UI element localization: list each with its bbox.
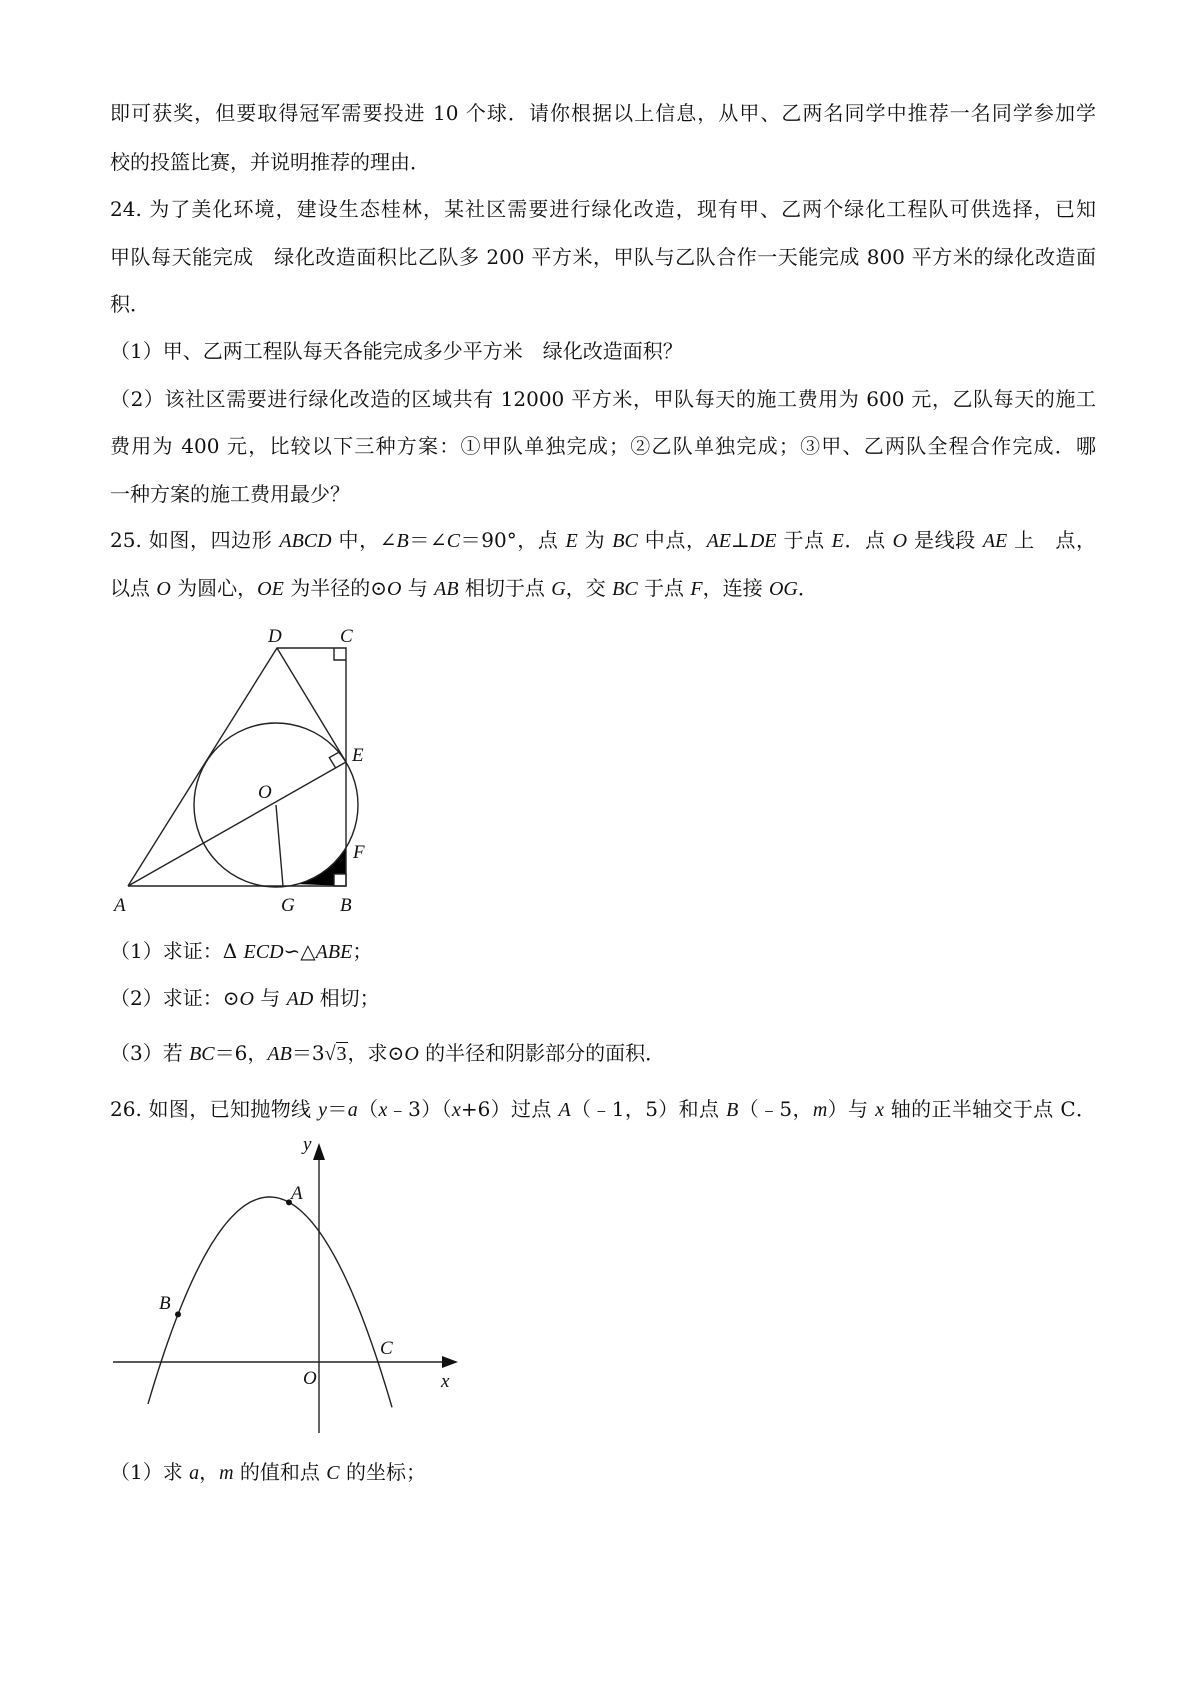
geometry-figure-25 — [128, 648, 358, 887]
text-segment: （1）求 — [110, 1460, 190, 1484]
x-axis-arrow — [442, 1356, 458, 1368]
math-variable: B — [396, 530, 409, 552]
math-variable: O — [892, 530, 908, 552]
figure2-labels — [159, 1134, 450, 1392]
label-c: C — [340, 626, 353, 647]
label-b: B — [159, 1293, 171, 1314]
text-segment: ⊥ — [731, 528, 750, 552]
text-segment: 为圆心， — [170, 576, 258, 600]
text-segment: 以点 — [110, 576, 157, 600]
text-segment: 上 点， — [1007, 528, 1097, 552]
label-o: O — [258, 782, 272, 803]
text-segment: 即可获奖，但要取得冠军需要投进 10 个球．请你根据以上信息，从甲、乙两名同学中推荐一名同学参加学 — [110, 101, 1096, 125]
segment-og — [276, 805, 283, 886]
math-variable: m — [219, 1462, 234, 1484]
text-segment: 费用为 400 元，比较以下三种方案：①甲队单独完成；②乙队单独完成；③甲、乙两队全程合作完成．哪 — [110, 434, 1096, 458]
math-variable: AB — [267, 1043, 292, 1065]
text-segment: ，求⊙ — [347, 1041, 405, 1065]
text-segment: 为半径的⊙ — [283, 576, 387, 600]
text-segment: 于点 — [637, 576, 691, 600]
math-variable: B — [726, 1099, 739, 1121]
quadrilateral-abcd — [128, 648, 346, 886]
label-d: D — [268, 626, 282, 647]
math-variable: a — [347, 1099, 358, 1121]
math-variable: OE — [257, 578, 284, 600]
right-angle-mark-b — [334, 874, 346, 886]
math-variable: ECD — [243, 941, 284, 963]
text-segment: ﹣3）（ — [387, 1097, 452, 1121]
text-segment: 中点， — [637, 528, 707, 552]
text-segment: 与 — [401, 576, 435, 600]
text-segment: 轴的正半轴交于点 C． — [884, 1097, 1097, 1121]
math-variable: E — [831, 530, 844, 552]
math-variable: a — [189, 1462, 200, 1484]
math-variable: BC — [612, 578, 638, 600]
math-variable: F — [690, 578, 703, 600]
text-segment: ∽△ — [283, 939, 316, 963]
text-segment: ，交 — [565, 576, 613, 600]
math-variable: G — [551, 578, 566, 600]
label-g: G — [281, 895, 295, 916]
text-segment: ； — [352, 939, 373, 963]
math-variable: AE — [706, 530, 732, 552]
right-angle-mark-c — [334, 648, 346, 660]
math-variable: x — [378, 1099, 388, 1121]
text-segment: 25. 如图，四边形 — [110, 528, 280, 552]
text-segment: +6）过点 — [460, 1097, 559, 1121]
math-variable: AB — [434, 578, 459, 600]
text-segment: 甲队每天能完成 绿化改造面积比乙队多 200 平方米，甲队与乙队合作一天能完成 800 平方米的绿化改造面 — [110, 245, 1096, 269]
math-variable: E — [565, 530, 578, 552]
math-variable: C — [326, 1462, 340, 1484]
text-segment: ，连接 — [702, 576, 769, 600]
math-variable: x — [875, 1099, 885, 1121]
text-segment: ＝∠ — [408, 528, 447, 552]
math-variable: A — [558, 1099, 571, 1121]
segment-ae — [128, 762, 346, 886]
text-segment: （ — [357, 1097, 379, 1121]
text-segment: 与 — [253, 986, 287, 1010]
label-a: A — [291, 1183, 303, 1204]
math-variable: O — [404, 1043, 419, 1065]
y-axis-arrow — [313, 1143, 325, 1160]
text-segment: （2）求证：⊙ — [110, 986, 240, 1010]
label-c: C — [380, 1338, 393, 1359]
text-segment: ）与 — [827, 1097, 876, 1121]
label-o: O — [303, 1368, 317, 1389]
point-b — [175, 1311, 181, 1317]
text-segment: 24. 为了美化环境，建设生态桂林，某社区需要进行绿化改造，现有甲、乙两个绿化工程队可供选择，已知 — [110, 197, 1096, 221]
math-variable: x — [451, 1099, 461, 1121]
label-x: x — [441, 1371, 450, 1392]
label-a: A — [114, 895, 126, 916]
text-segment: 的值和点 — [233, 1460, 327, 1484]
text-segment: 的半径和阴影部分的面积． — [418, 1041, 666, 1065]
parabola-curve — [148, 1197, 392, 1407]
math-variable: C — [446, 530, 461, 552]
math-variable: ABCD — [279, 530, 332, 552]
math-variable: AD — [286, 988, 314, 1010]
text-segment: （1）甲、乙两工程队每天各能完成多少平方米 绿化改造面积？ — [110, 339, 683, 363]
text-segment: ， — [199, 1460, 220, 1484]
math-variable: O — [156, 578, 171, 600]
text-segment: 积． — [110, 292, 150, 316]
math-variable: AE — [982, 530, 1008, 552]
math-variable: O — [386, 578, 402, 600]
text-segment: ＝90°，点 — [460, 528, 566, 552]
label-y: y — [303, 1134, 312, 1155]
text-segment: ． — [797, 576, 818, 600]
label-e: E — [352, 745, 364, 766]
text-segment: 是线段 — [907, 528, 983, 552]
text-segment: （3）若 — [110, 1041, 190, 1065]
math-variable: BC — [189, 1043, 215, 1065]
square-root: √3 — [324, 1043, 347, 1065]
label-b: B — [340, 895, 352, 916]
text-segment: ＝3 — [291, 1041, 325, 1065]
math-variable: m — [812, 1099, 828, 1121]
math-variable: O — [239, 988, 254, 1010]
parabola-figure-26 — [113, 1143, 458, 1433]
text-segment: 一种方案的施工费用最少？ — [110, 482, 350, 506]
text-segment: ．点 — [843, 528, 893, 552]
text-segment: 26. 如图，已知抛物线 — [110, 1097, 319, 1121]
text-segment: （2）该社区需要进行绿化改造的区域共有 12000 平方米，甲队每天的施工费用为 600 元，乙队每天的施工 — [110, 387, 1096, 411]
text-segment: 的坐标； — [339, 1460, 426, 1484]
text-segment: （﹣1，5）和点 — [570, 1097, 727, 1121]
math-variable: ABE — [315, 941, 353, 963]
text-segment: （﹣5， — [738, 1097, 813, 1121]
label-f: F — [353, 842, 365, 863]
math-variable: y — [318, 1099, 328, 1121]
text-segment: ＝ — [327, 1097, 348, 1121]
text-segment: （1）求证：Δ — [110, 939, 244, 963]
text-segment: 相切； — [313, 986, 380, 1010]
text-segment: 于点 — [776, 528, 832, 552]
text-segment: 中，∠ — [331, 528, 397, 552]
segment-de — [277, 648, 346, 762]
math-variable: OG — [768, 578, 798, 600]
text-segment: ＝6， — [214, 1041, 268, 1065]
math-variable: BC — [612, 530, 638, 552]
text-segment: 相切于点 — [458, 576, 552, 600]
text-segment: 校的投篮比赛，并说明推荐的理由． — [110, 150, 430, 174]
math-variable: DE — [749, 530, 777, 552]
right-angle-mark-e — [329, 752, 340, 768]
text-segment: 为 — [577, 528, 613, 552]
